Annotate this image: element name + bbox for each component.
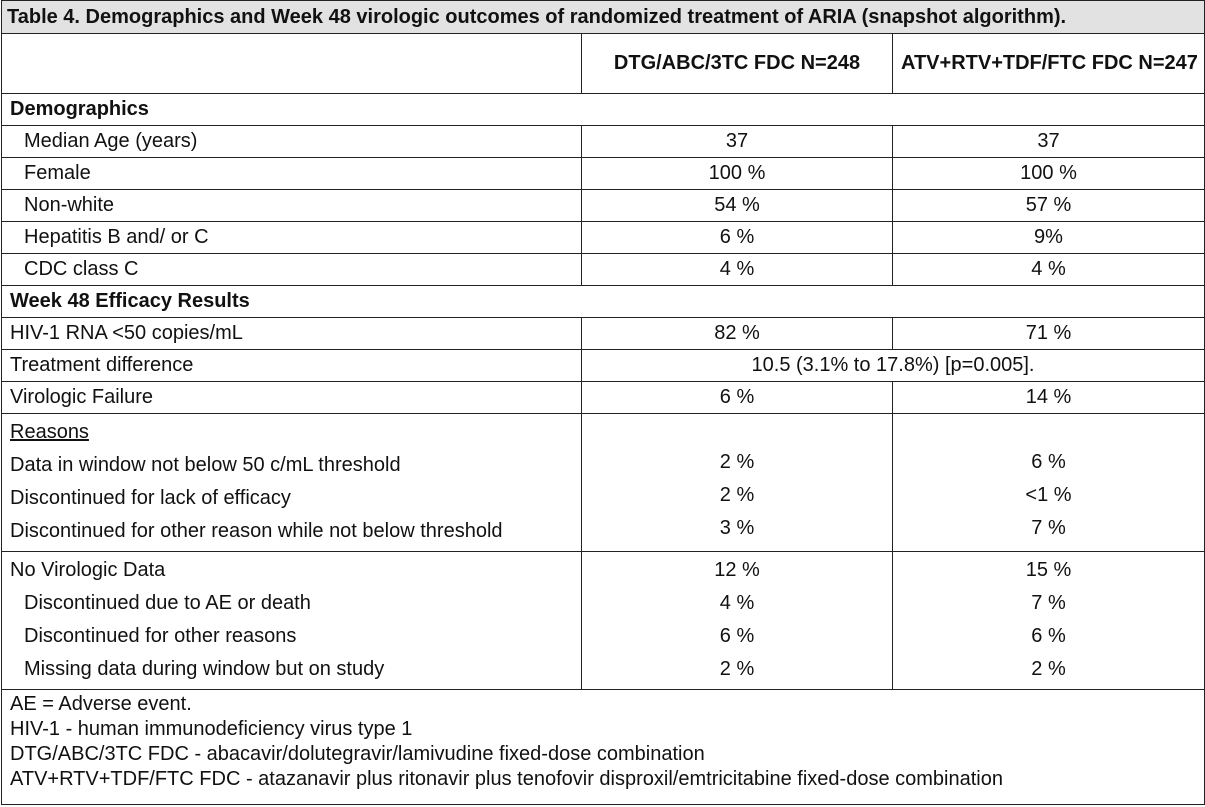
row-label: Virologic Failure — [2, 382, 582, 414]
section-heading: Demographics — [2, 94, 1205, 126]
footnote: HIV-1 - human immunodeficiency virus type 1 — [10, 718, 413, 740]
row-label: Treatment difference — [2, 350, 582, 382]
no-virologic-data-block — [2, 552, 1205, 690]
row-label: Female — [2, 158, 582, 190]
outcomes-table — [1, 0, 1205, 805]
value-dtg: 6 % — [582, 222, 893, 254]
nvd-value: 2 % — [719, 658, 755, 680]
reason-value: 3 % — [719, 516, 755, 539]
table-row — [2, 254, 1205, 286]
table-row — [2, 222, 1205, 254]
value-dtg: 6 % — [582, 382, 893, 414]
column-name: ATV+RTV+TDF/FTC FDC — [901, 52, 1133, 74]
nvd-value: 6 % — [719, 625, 755, 647]
value-atv: 9% — [893, 222, 1205, 254]
footnote: ATV+RTV+TDF/FTC FDC - atazanavir plus ritonavir plus tenofovir disproxil/emtricitabine fixed-dose combination — [10, 768, 1003, 790]
nvd-value: 15 % — [1025, 559, 1072, 581]
reasons-values-atv — [893, 414, 1205, 552]
section-heading: Week 48 Efficacy Results — [2, 286, 1205, 318]
table-row — [2, 158, 1205, 190]
reason-label: Data in window not below 50 c/mL threshold — [10, 454, 401, 476]
value-atv: 14 % — [893, 382, 1205, 414]
footnotes-row — [2, 690, 1205, 805]
column-n: N=247 — [1138, 52, 1198, 74]
column-n: N=248 — [800, 52, 861, 74]
nvd-label: Discontinued due to AE or death — [24, 592, 311, 614]
nvd-values-atv — [893, 552, 1205, 690]
value-atv: 4 % — [893, 254, 1205, 286]
nvd-heading: No Virologic Data — [10, 559, 166, 581]
reason-label: Discontinued for lack of efficacy — [10, 487, 291, 509]
column-header-row — [2, 34, 1205, 94]
row-label: Median Age (years) — [2, 126, 582, 158]
row-label: HIV-1 RNA <50 copies/mL — [2, 318, 582, 350]
footnote: DTG/ABC/3TC FDC - abacavir/dolutegravir/lamivudine fixed-dose combination — [10, 743, 705, 765]
value-dtg: 4 % — [582, 254, 893, 286]
row-label: Hepatitis B and/ or C — [2, 222, 582, 254]
reason-value: <1 % — [1025, 483, 1072, 506]
section-row-efficacy — [2, 286, 1205, 318]
value-atv: 37 — [893, 126, 1205, 158]
value-atv: 71 % — [893, 318, 1205, 350]
table-row — [2, 126, 1205, 158]
table-title: Table 4. Demographics and Week 48 virologic outcomes of randomized treatment of ARIA (snapshot algorithm). — [2, 1, 1205, 34]
reason-value: 6 % — [1031, 450, 1066, 473]
row-label: CDC class C — [2, 254, 582, 286]
reasons-heading: Reasons — [10, 421, 89, 443]
value-dtg: 54 % — [582, 190, 893, 222]
table-row — [2, 350, 1205, 382]
section-row-demographics — [2, 94, 1205, 126]
column-header-dtg — [582, 34, 893, 94]
reasons-labels — [2, 414, 582, 552]
table-title-row — [2, 1, 1205, 34]
column-name: DTG/ABC/3TC FDC — [613, 52, 796, 74]
nvd-value: 4 % — [719, 592, 755, 614]
reason-value: 2 % — [719, 483, 755, 506]
nvd-label: Missing data during window but on study — [24, 658, 385, 680]
value-atv: 100 % — [893, 158, 1205, 190]
reasons-values-dtg — [582, 414, 893, 552]
table-row — [2, 382, 1205, 414]
nvd-label: Discontinued for other reasons — [24, 625, 297, 647]
nvd-values-dtg — [582, 552, 893, 690]
reasons-block — [2, 414, 1205, 552]
column-header-atv — [893, 34, 1205, 94]
reason-value: 7 % — [1031, 516, 1066, 539]
value-dtg: 82 % — [582, 318, 893, 350]
nvd-labels — [2, 552, 582, 690]
reason-value: 2 % — [719, 450, 755, 473]
treatment-difference-value: 10.5 (3.1% to 17.8%) [p=0.005]. — [582, 350, 1205, 382]
value-dtg: 100 % — [582, 158, 893, 190]
value-atv: 57 % — [893, 190, 1205, 222]
nvd-value: 7 % — [1031, 592, 1066, 614]
reason-label: Discontinued for other reason while not below threshold — [10, 520, 503, 542]
nvd-value: 6 % — [1031, 625, 1066, 647]
table-row — [2, 190, 1205, 222]
header-blank-cell — [2, 34, 582, 94]
row-label: Non-white — [2, 190, 582, 222]
nvd-value: 12 % — [714, 559, 760, 581]
table-row — [2, 318, 1205, 350]
value-dtg: 37 — [582, 126, 893, 158]
footnote: AE = Adverse event. — [10, 693, 192, 715]
nvd-value: 2 % — [1031, 658, 1066, 680]
footnotes — [2, 690, 1205, 805]
